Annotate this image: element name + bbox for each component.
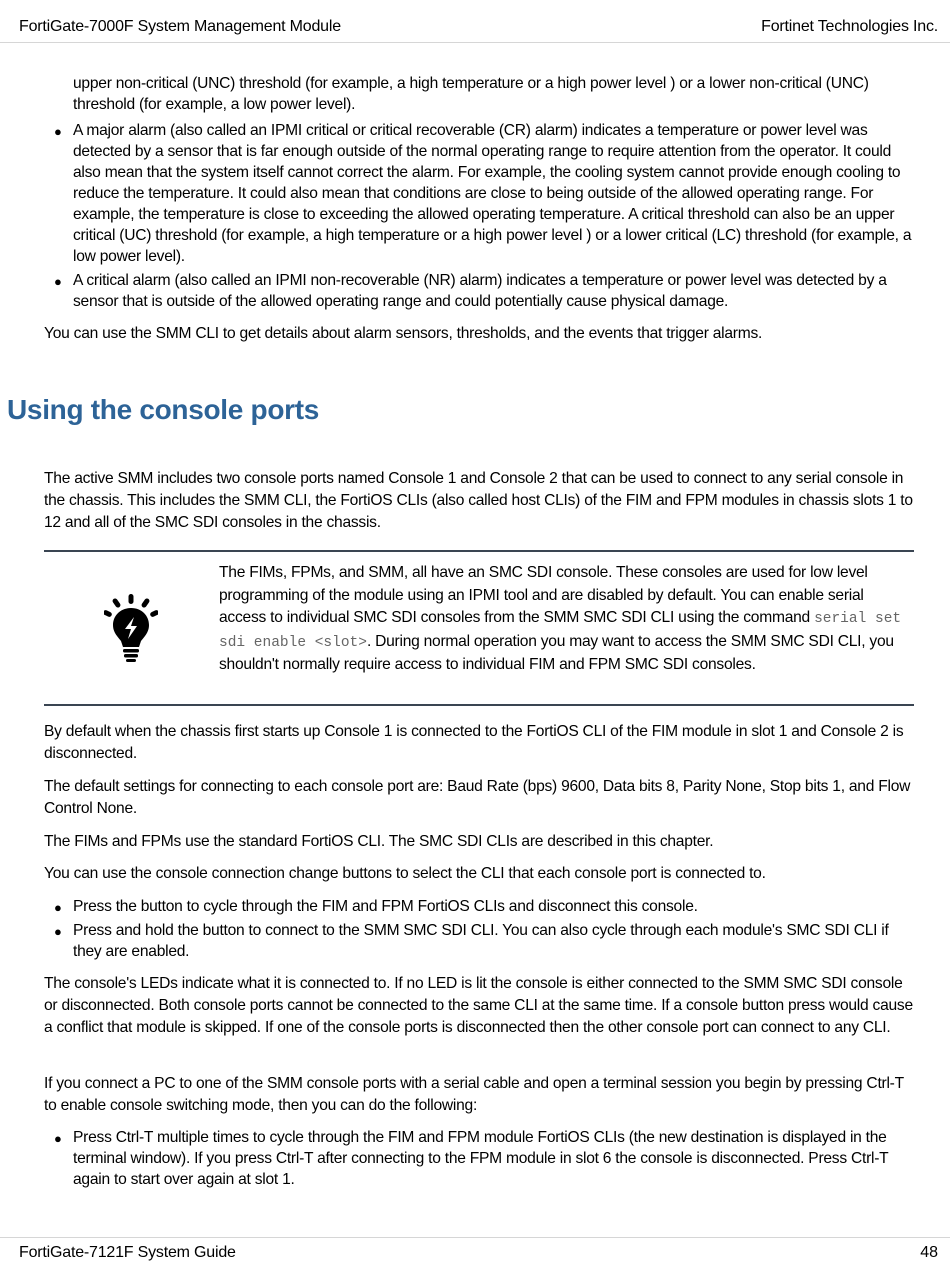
page-footer xyxy=(0,1237,950,1276)
header-company: Fortinet Technologies Inc. xyxy=(761,18,938,35)
list-item-ctrl-t: Press Ctrl-T multiple times to cycle through the FIM and FPM module FortiOS CLIs (the new destination is displayed in the terminal window). If you press Ctrl-T after connecting to the FPM module in slot 6 the console is disconnected. Press Ctrl-T again to start over again at slot 1. xyxy=(73,1129,889,1188)
bullet-icon: ● xyxy=(54,924,62,939)
list-item-press-button: Press the button to cycle through the FIM and FPM FortiOS CLIs and disconnect this console. xyxy=(73,898,698,915)
tip-note-box xyxy=(44,550,914,706)
list-item-press-hold-button: Press and hold the button to connect to the SMM SMC SDI CLI. You can also cycle through each module's SMC SDI CLI if they are enabled. xyxy=(73,922,889,960)
note-text-after: . During normal operation you may want to access the SMM SMC SDI CLI, you shouldn't normally require access to individual FIM and FPM SMC SDI consoles. xyxy=(219,632,894,673)
bullet-icon: ● xyxy=(54,274,62,289)
buttons-paragraph: You can use the console connection change buttons to select the CLI that each console port is connected to. xyxy=(44,865,766,882)
lightbulb-icon xyxy=(104,592,158,662)
note-command-code: serial set sdi enable <slot> xyxy=(219,611,902,651)
alarms-closing-paragraph: You can use the SMM CLI to get details about alarm sensors, thresholds, and the events that trigger alarms. xyxy=(44,325,763,342)
tip-note-text xyxy=(219,562,909,677)
bullet-icon: ● xyxy=(54,900,62,915)
list-item-major-alarm: A major alarm (also called an IPMI critical or critical recoverable (CR) alarm) indicates a temperature or power level was detected by a sensor that is far enough outside of the normal operating range to require attention from the operator. It could also mean that the system itself cannot correct the alarm. For example, the cooling system cannot provide enough cooling to reduce the temperature. It could also mean that conditions are close to being outside of the allowed operating range. For example, the temperature is close to exceeding the allowed operating temperature. A critical threshold can also be an upper critical (UC) threshold (for example, a high temperature or a high power level ) or a lower critical (LC) threshold (for example, a low power level). xyxy=(73,122,912,265)
page-number: 48 xyxy=(920,1244,938,1261)
section-heading: Using the console ports xyxy=(7,394,320,425)
page-header xyxy=(0,0,950,43)
bullet-icon: ● xyxy=(54,1131,62,1146)
section-intro-paragraph: The active SMM includes two console ports named Console 1 and Console 2 that can be used to connect to any serial console in the chassis. This includes the SMM CLI, the FortiOS CLIs (also called host CLIs) of the FIM and FPM modules in chassis slots 1 to 12 and all of the SMC SDI consoles in the chassis. xyxy=(44,470,913,531)
footer-guide-title: FortiGate-7121F System Guide xyxy=(19,1244,236,1261)
alarm-list-continuation: upper non-critical (UNC) threshold (for example, a high temperature or a high power level ) or a lower non-critical (UNC) threshold (for example, a low power level). xyxy=(73,75,869,113)
default-settings-paragraph: The default settings for connecting to each console port are: Baud Rate (bps) 9600, Data bits 8, Parity None, Stop bits 1, and Flow Control None. xyxy=(44,778,911,817)
list-item-critical-alarm: A critical alarm (also called an IPMI non-recoverable (NR) alarm) indicates a temperature or power level was detected by a sensor that is outside of the allowed operating range and could potentially cause physical damage. xyxy=(73,272,887,310)
default-console-paragraph: By default when the chassis first starts up Console 1 is connected to the FortiOS CLI of the FIM module in slot 1 and Console 2 is disconnected. xyxy=(44,723,904,762)
note-text-before: The FIMs, FPMs, and SMM, all have an SMC SDI console. These consoles are used for low level programming of the module using an IPMI tool and are disabled by default. You can enable serial access to individual SMC SDI consoles from the SMM SMC SDI CLI using the command xyxy=(219,564,868,626)
bullet-icon: ● xyxy=(54,124,62,139)
header-doc-title: FortiGate-7000F System Management Module xyxy=(19,18,341,35)
terminal-paragraph: If you connect a PC to one of the SMM console ports with a serial cable and open a terminal session you begin by pressing Ctrl-T to enable console switching mode, then you can do the following: xyxy=(44,1075,904,1114)
leds-paragraph: The console's LEDs indicate what it is connected to. If no LED is lit the console is either connected to the SMM SMC SDI console or disconnected. Both console ports cannot be connected to the same CLI at the same time. If a console button press would cause a conflict that module is skipped. If one of the console ports is disconnected then the other console port can connect to any CLI. xyxy=(44,975,913,1036)
cli-paragraph: The FIMs and FPMs use the standard FortiOS CLI. The SMC SDI CLIs are described in this chapter. xyxy=(44,833,714,850)
